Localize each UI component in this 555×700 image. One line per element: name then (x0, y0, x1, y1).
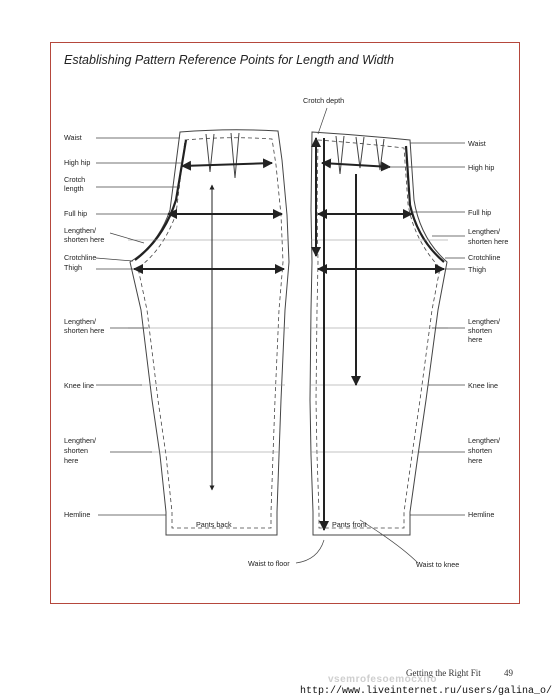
label-here-2-front: here (468, 335, 483, 344)
front-labels (303, 96, 508, 519)
figure-title: Establishing Pattern Reference Points for Length and Width (64, 53, 394, 67)
label-waist-to-floor: Waist to floor (248, 559, 290, 568)
label-waist-front: Waist (468, 139, 486, 148)
label-lengthen-2-front: Lengthen/ (468, 317, 500, 326)
label-shorten-2-front: shorten (468, 326, 492, 335)
label-waist-to-knee: Waist to knee (416, 560, 460, 569)
pattern-piece-labels (196, 520, 459, 569)
label-pants-back: Pants back (196, 520, 232, 529)
back-labels (64, 133, 104, 519)
label-hemline-front: Hemline (468, 510, 495, 519)
label-shorten-here-1-front: shorten here (468, 237, 509, 246)
label-lengthen-3-front: Lengthen/ (468, 436, 500, 445)
measurement-arrows (134, 138, 444, 530)
label-full-hip-back: Full hip (64, 209, 88, 218)
label-lengthen-3-back: Lengthen/ (64, 436, 96, 445)
label-crotchline-front: Crotchline (468, 253, 501, 262)
label-full-hip-front: Full hip (468, 208, 492, 217)
label-crotch-back: Crotch (64, 175, 86, 184)
label-knee-line-front: Knee line (468, 381, 498, 390)
footer-chapter: Getting the Right Fit (406, 668, 481, 678)
label-length-back: length (64, 184, 84, 193)
footer-watermark: vsemrofesoemocxifo (328, 674, 438, 685)
footer-page-number: 49 (504, 668, 513, 678)
back-dart-1 (206, 134, 214, 172)
pants-front-pattern (310, 132, 447, 535)
label-lengthen-1-front: Lengthen/ (468, 227, 500, 236)
label-knee-line-back: Knee line (64, 381, 94, 390)
label-waist-back: Waist (64, 133, 82, 142)
label-crotchline-back: Crotchline (64, 253, 97, 262)
label-lengthen-2-back: Lengthen/ (64, 317, 96, 326)
label-crotch-depth: Crotch depth (303, 96, 345, 105)
label-here-3-front: here (468, 456, 483, 465)
label-shorten-here-2-back: shorten here (64, 326, 105, 335)
label-pants-front: Pants front (332, 520, 367, 529)
label-thigh-front: Thigh (468, 265, 486, 274)
label-lengthen-1-back: Lengthen/ (64, 226, 96, 235)
front-seam-allowance (316, 140, 440, 528)
label-high-hip-front: High hip (468, 163, 495, 172)
back-high-hip-arrow (182, 163, 272, 166)
pants-back-pattern (130, 130, 289, 535)
back-seam-allowance (138, 138, 283, 528)
label-shorten-3-front: shorten (468, 446, 492, 455)
back-outline (130, 130, 289, 535)
label-thigh-back: Thigh (64, 263, 82, 272)
front-outline (310, 132, 447, 535)
label-hemline-back: Hemline (64, 510, 91, 519)
back-crotch-curve (135, 140, 186, 260)
label-high-hip-back: High hip (64, 158, 91, 167)
front-dart-2 (356, 137, 364, 168)
label-shorten-3-back: shorten (64, 446, 88, 455)
label-shorten-here-1-back: shorten here (64, 235, 105, 244)
label-here-3-back: here (64, 456, 79, 465)
leader-lines (96, 108, 465, 563)
back-dart-2 (231, 133, 239, 178)
source-url[interactable]: http://www.liveinternet.ru/users/galina_o/ (300, 686, 553, 697)
